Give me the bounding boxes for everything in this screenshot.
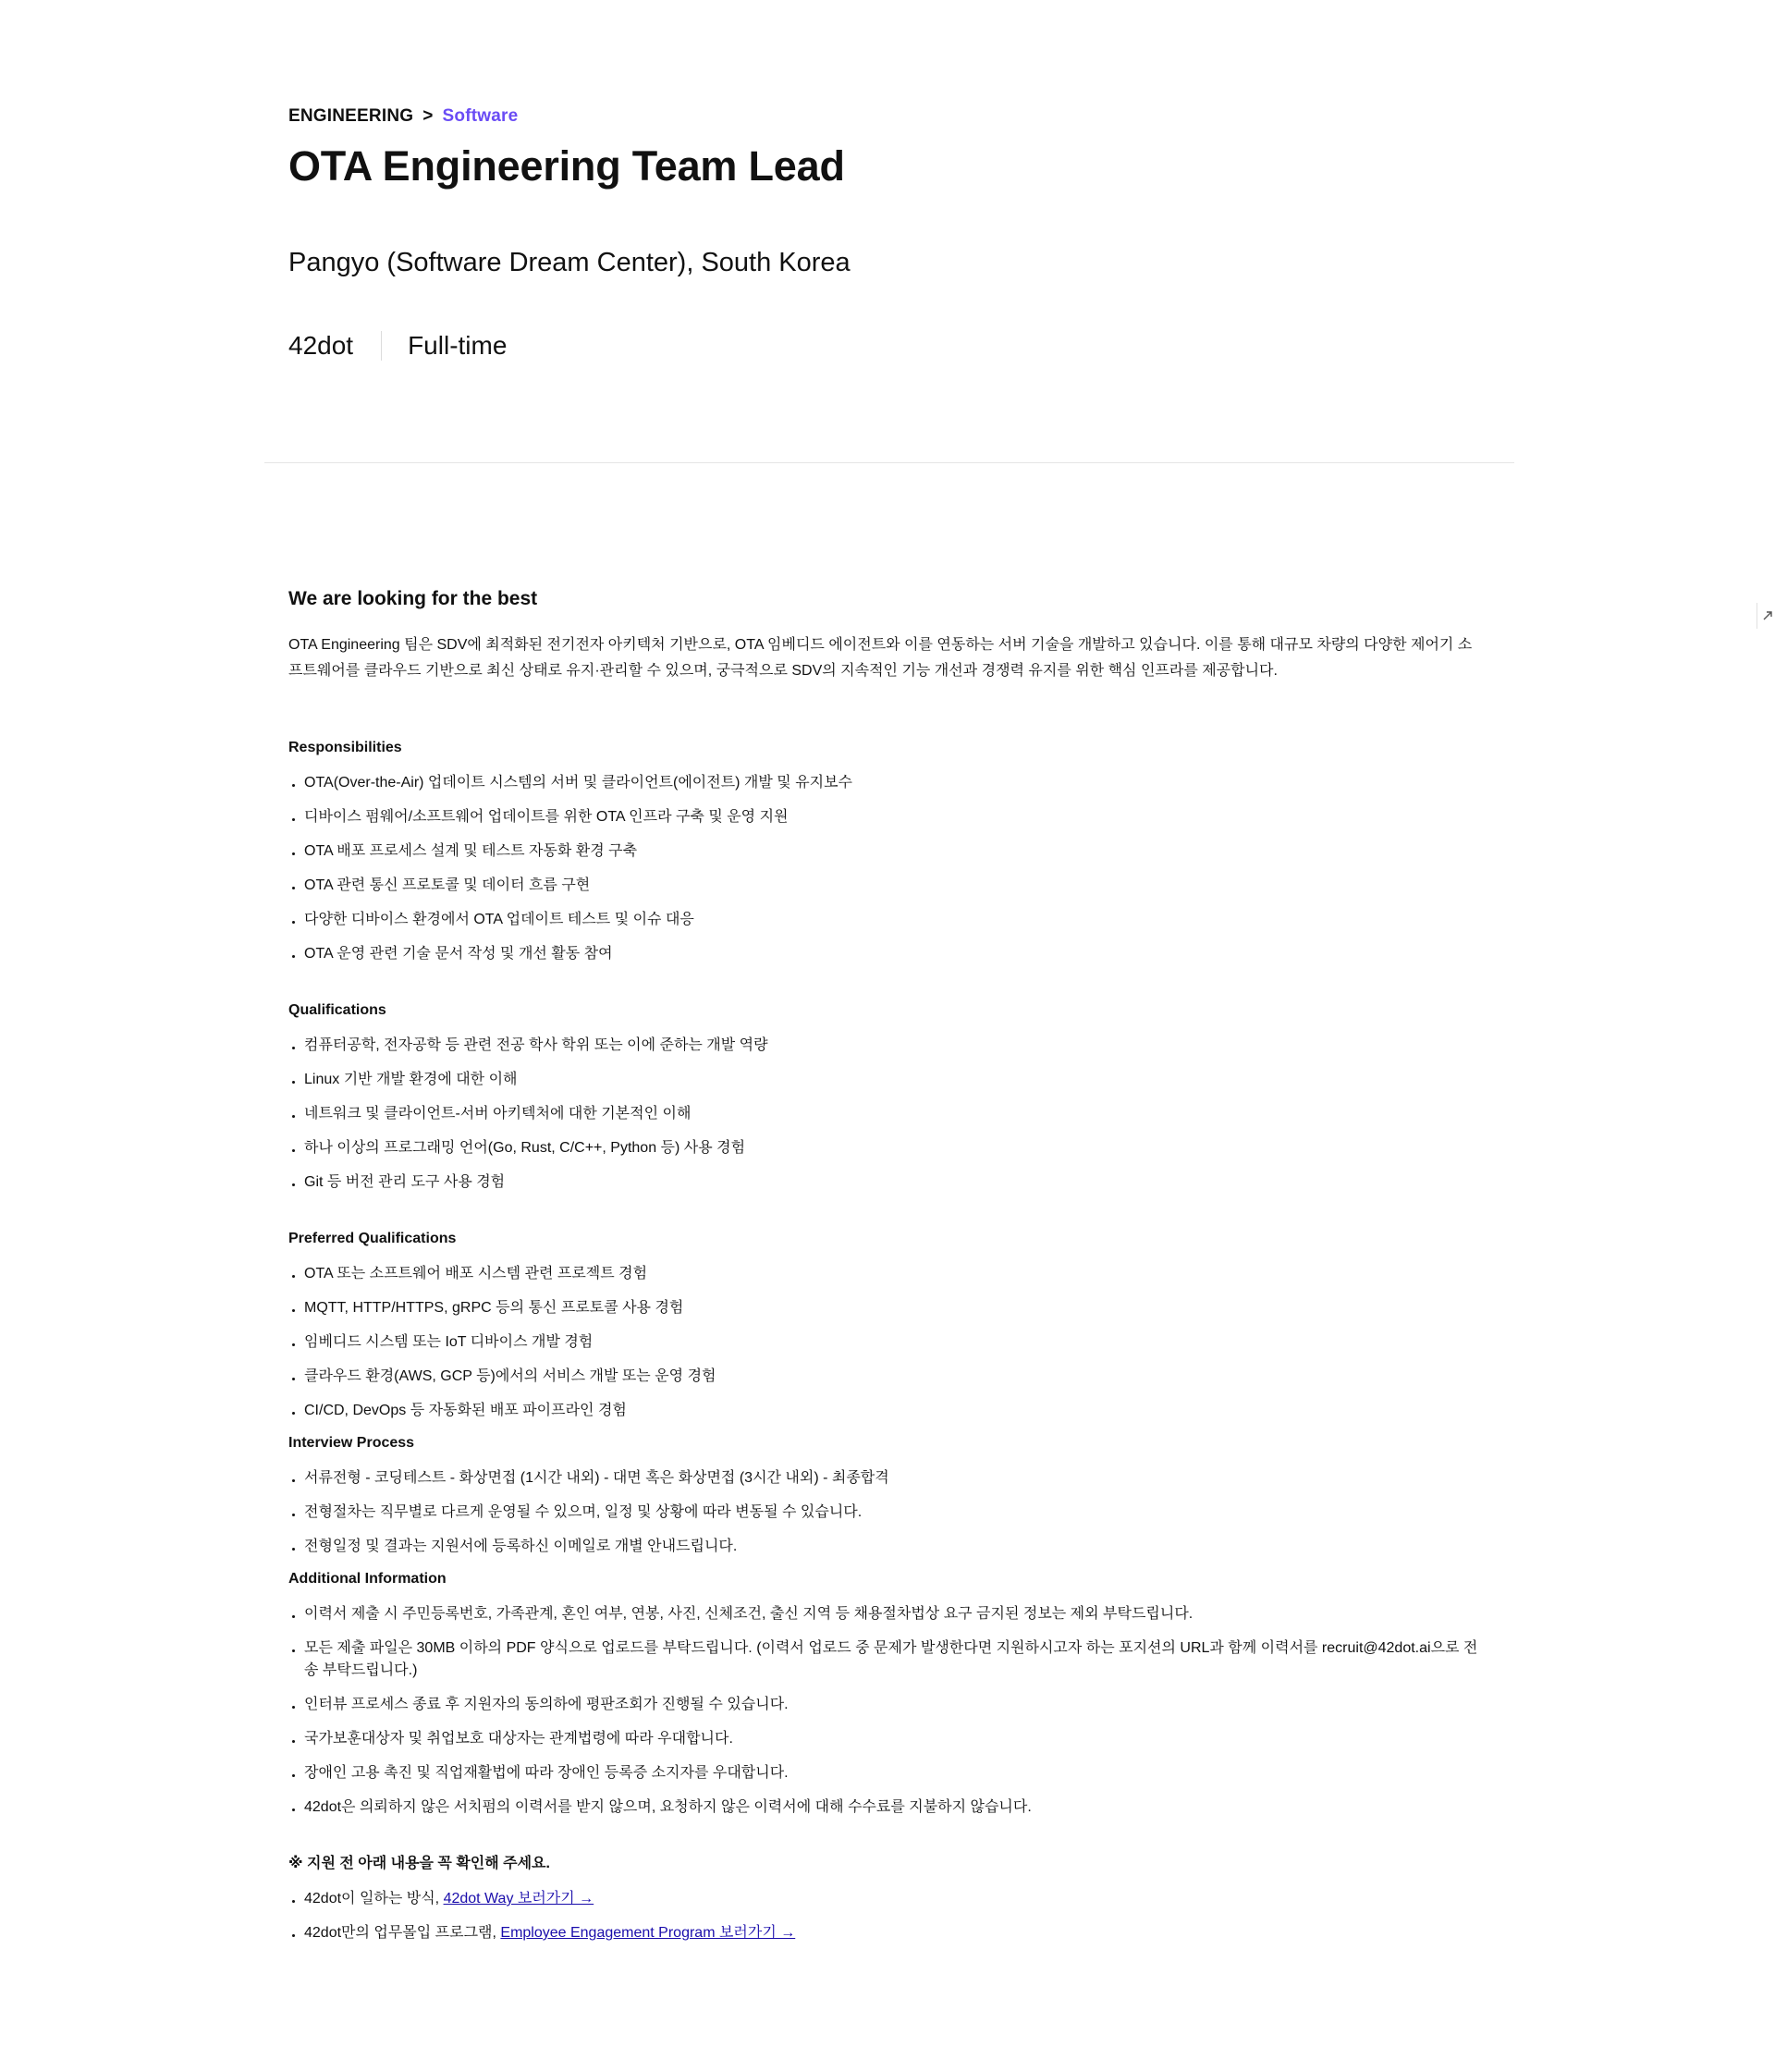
section-title: Additional Information: [288, 1571, 447, 1587]
engagement-program-link[interactable]: Employee Engagement Program 보러가기 →: [500, 1925, 796, 1941]
preferred-section: [288, 1227, 1490, 1422]
section-title: Interview Process: [288, 1435, 415, 1451]
list-item: [288, 1922, 1490, 1944]
employment-type: Full-time: [408, 331, 508, 360]
notice-prefix: 42dot만의 업무몰입 프로그램,: [304, 1925, 501, 1941]
list-item: 다양한 디바이스 환경에서 OTA 업데이트 테스트 및 이슈 대응: [288, 909, 1490, 931]
section-title: Qualifications: [288, 1002, 386, 1018]
additional-info-list: [288, 1603, 1490, 1819]
list-item: OTA 관련 통신 프로토콜 및 데이터 흐름 구현: [288, 875, 1490, 897]
breadcrumb-category[interactable]: ENGINEERING: [288, 106, 414, 126]
job-title: OTA Engineering Team Lead: [288, 142, 845, 190]
42dot-way-link[interactable]: 42dot Way 보러가기 →: [443, 1891, 594, 1906]
preferred-list: [288, 1263, 1490, 1422]
list-item: 인터뷰 프로세스 종료 후 지원자의 동의하에 평판조회가 진행될 수 있습니다.: [288, 1694, 1490, 1716]
list-item: 서류전형 - 코딩테스트 - 화상면접 (1시간 내외) - 대면 혹은 화상면접 (3시간 내외) - 최종합격: [288, 1467, 1490, 1490]
intro-text: OTA Engineering 팀은 SDV에 최적화된 전기전자 아키텍처 기반으로, OTA 임베디드 에이전트와 이를 연동하는 서버 기술을 개발하고 있습니다. 이를 통해 대규모 차량의 다양한 제어기 소프트웨어를 클라우드 기반으로 최신 상태로 유지·관리할 수 있으며, 궁극적으로 SDV의 지속적인 기능 개선과 경쟁력 유지를 위한 핵심 인프라를 제공합니다.: [288, 637, 1473, 679]
breadcrumb: [288, 105, 1490, 128]
list-item: 임베디드 시스템 또는 IoT 디바이스 개발 경험: [288, 1331, 1490, 1354]
additional-info-section: [288, 1567, 1490, 1819]
list-item: OTA 배포 프로세스 설계 및 테스트 자동화 환경 구축: [288, 840, 1490, 863]
list-item: 전형일정 및 결과는 지원서에 등록하신 이메일로 개별 안내드립니다.: [288, 1536, 1490, 1558]
header-divider: [264, 462, 1514, 463]
list-item: 네트워크 및 클라이언트-서버 아키텍처에 대한 기본적인 이해: [288, 1103, 1490, 1125]
notice-prefix: 42dot이 일하는 방식,: [304, 1891, 444, 1906]
interview-list: [288, 1467, 1490, 1558]
job-header: [288, 105, 1490, 362]
list-item: 디바이스 펌웨어/소프트웨어 업데이트를 위한 OTA 인프라 구축 및 운영 지원: [288, 806, 1490, 828]
responsibilities-section: [288, 736, 1490, 965]
list-item: OTA 운영 관련 기술 문서 작성 및 개선 활동 참여: [288, 943, 1490, 965]
list-item: 모든 제출 파일은 30MB 이하의 PDF 양식으로 업로드를 부탁드립니다. (이력서 업로드 중 문제가 발생한다면 지원하시고자 하는 포지션의 URL과 함께 이력서를 recruit@42dot.ai으로 전송 부탁드립니다.): [288, 1637, 1490, 1682]
list-item: 컴퓨터공학, 전자공학 등 관련 전공 학사 학위 또는 이에 준하는 개발 역량: [288, 1035, 1490, 1057]
responsibilities-list: [288, 772, 1490, 965]
list-item: 42dot은 의뢰하지 않은 서치펌의 이력서를 받지 않으며, 요청하지 않은 이력서에 대해 수수료를 지불하지 않습니다.: [288, 1796, 1490, 1819]
list-item: Git 등 버전 관리 도구 사용 경험: [288, 1171, 1490, 1194]
notice-list: [288, 1888, 1490, 1944]
list-item: 클라우드 환경(AWS, GCP 등)에서의 서비스 개발 또는 운영 경험: [288, 1366, 1490, 1388]
intro-heading: We are looking for the best: [288, 588, 538, 609]
list-item: 장애인 고용 촉진 및 직업재활법에 따라 장애인 등록증 소지자를 우대합니다.: [288, 1762, 1490, 1784]
section-title: Preferred Qualifications: [288, 1231, 457, 1246]
job-location: Pangyo (Software Dream Center), South Korea: [288, 248, 851, 277]
qualifications-list: [288, 1035, 1490, 1194]
list-item: OTA 또는 소프트웨어 배포 시스템 관련 프로젝트 경험: [288, 1263, 1490, 1285]
job-description: [288, 584, 1490, 1944]
list-item: CI/CD, DevOps 등 자동화된 배포 파이프라인 경험: [288, 1400, 1490, 1422]
breadcrumb-separator: >: [422, 106, 434, 126]
list-item: 이력서 제출 시 주민등록번호, 가족관계, 혼인 여부, 연봉, 사진, 신체조건, 출신 지역 등 채용절차법상 요구 금지된 정보는 제외 부탁드립니다.: [288, 1603, 1490, 1625]
list-item: 국가보훈대상자 및 취업보호 대상자는 관계법령에 따라 우대합니다.: [288, 1728, 1490, 1750]
notice-section: [288, 1852, 1490, 1944]
section-title: Responsibilities: [288, 740, 402, 755]
interview-section: [288, 1431, 1490, 1558]
list-item: 하나 이상의 프로그래밍 언어(Go, Rust, C/C++, Python 등) 사용 경험: [288, 1137, 1490, 1159]
side-panel-toggle[interactable]: [1757, 603, 1775, 629]
qualifications-section: [288, 999, 1490, 1194]
collapse-arrow-icon: [1762, 608, 1773, 621]
section-title: ※ 지원 전 아래 내용을 꼭 확인해 주세요.: [288, 1856, 550, 1871]
company-name: 42dot: [288, 331, 354, 360]
breadcrumb-current[interactable]: Software: [442, 106, 519, 126]
list-item: 전형절차는 직무별로 다르게 운영될 수 있으며, 일정 및 상황에 따라 변동될 수 있습니다.: [288, 1502, 1490, 1524]
list-item: Linux 기반 개발 환경에 대한 이해: [288, 1069, 1490, 1091]
list-item: [288, 1888, 1490, 1910]
meta-divider: [381, 331, 382, 361]
list-item: OTA(Over-the-Air) 업데이트 시스템의 서버 및 클라이언트(에이전트) 개발 및 유지보수: [288, 772, 1490, 794]
list-item: MQTT, HTTP/HTTPS, gRPC 등의 통신 프로토콜 사용 경험: [288, 1297, 1490, 1319]
job-meta: [288, 329, 1490, 362]
